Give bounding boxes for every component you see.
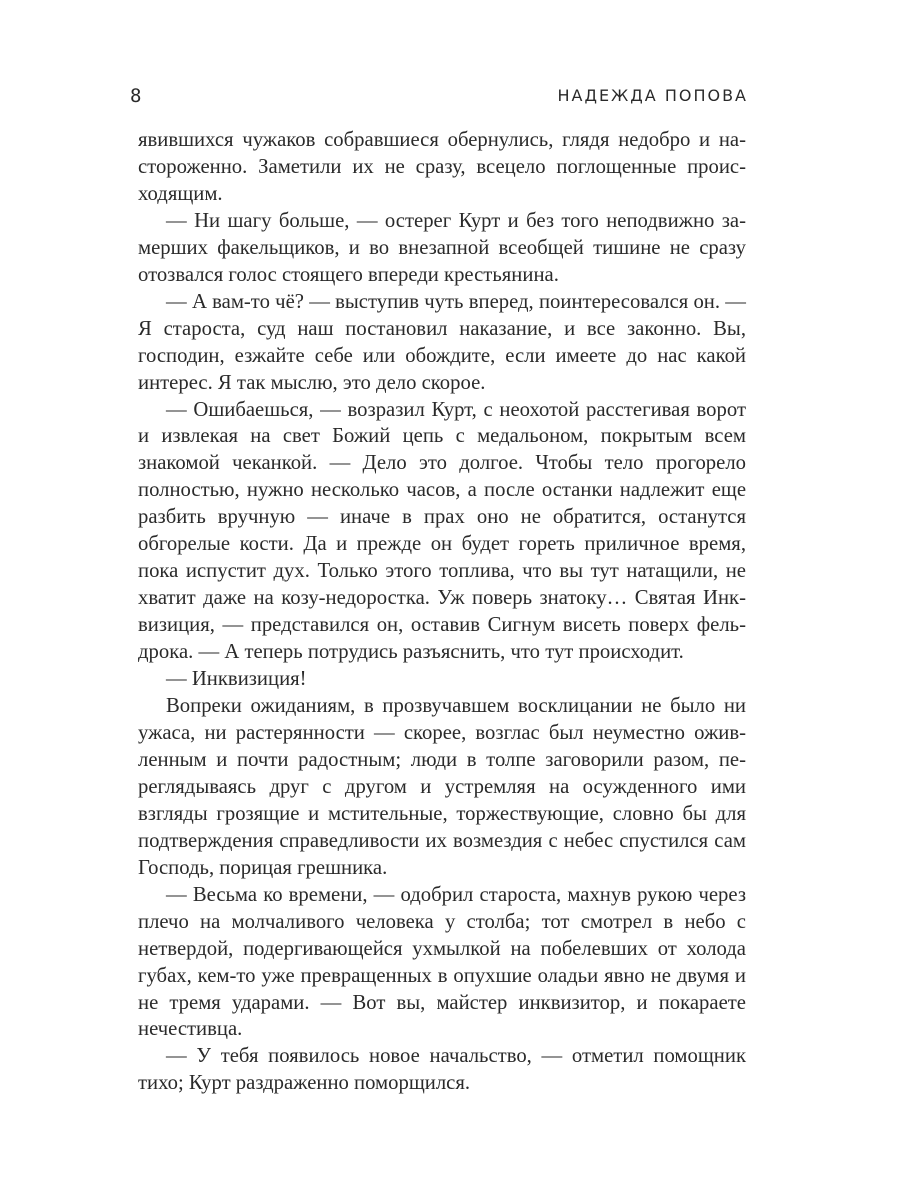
paragraph: — Весьма ко времени, — одобрил староста, махнув рукою через плечо на молчаливого человека у столба; тот смотрел в небо с нетвердой, подергивающейся ухмылкой на побелевших от холода губах, кем-то уже превращенных в опухшие оладьи явно не двумя и не тремя ударами. — Вот вы, майстер инквизитор, и покараете нечестивца. [138,883,746,1041]
paragraph: — Инквизиция! [166,668,307,691]
author-name: НАДЕЖДА ПОПОВА [557,86,748,105]
body-text [138,127,746,1097]
paragraph: — А вам-то чё? — выступив чуть вперед, поинтересовался он. — Я староста, суд наш постановил наказание, и все законно. Вы, господин, езжайте себе или обождите, если имеете до нас какой интерес. Я так мыслю, это дело скорое. [138,290,746,394]
paragraph: — Ни шагу больше, — остерег Курт и без того неподвижно замерших факельщиков, и во внезапной всеобщей тишине не сразу отозвался голос стоящего впереди крестьянина. [138,209,746,286]
paragraph: — Ошибаешься, — возразил Курт, с неохотой расстегивая ворот и извлекая на свет Божий цепь с медальоном, покрытым всем знакомой чеканкой. — Дело это долгое. Чтобы тело прогорело полностью, нужно несколько часов, а после останки надлежит еще разбить вручную — иначе в прах оно не обратится, останутся обгорелые кости. Да и прежде он будет гореть приличное время, пока испустит дух. Только этого топлива, что вы тут натащили, не хватит даже на козу-недоростка. Уж поверь знатоку… Святая Инквизиция, — представился он, оставив Сигнум висеть поверх фельдрока. — А теперь потрудись разъяснить, что тут происходит. [138,398,746,664]
paragraph: явившихся чужаков собравшиеся обернулись, глядя недобро и настороженно. Заметили их не сразу, всецело поглощенные происходящим. [138,129,746,205]
running-header [128,84,748,112]
paragraph: Вопреки ожиданиям, в прозвучавшем восклицании не было ни ужаса, ни растерянности — скорее, возглас был неуместно оживленным и почти радостным; люди в толпе заговорили разом, переглядываясь друг с другом и устремляя на осужденного ими взгляды грозящие и мстительные, торжествующие, словно бы для подтверждения справедливости их возмездия с небес спустился сам Господь, порицая грешника. [138,695,746,879]
page-number: 8 [130,85,143,107]
paragraph: — У тебя появилось новое начальство, — отметил помощник тихо; Курт раздраженно поморщился. [138,1045,746,1095]
